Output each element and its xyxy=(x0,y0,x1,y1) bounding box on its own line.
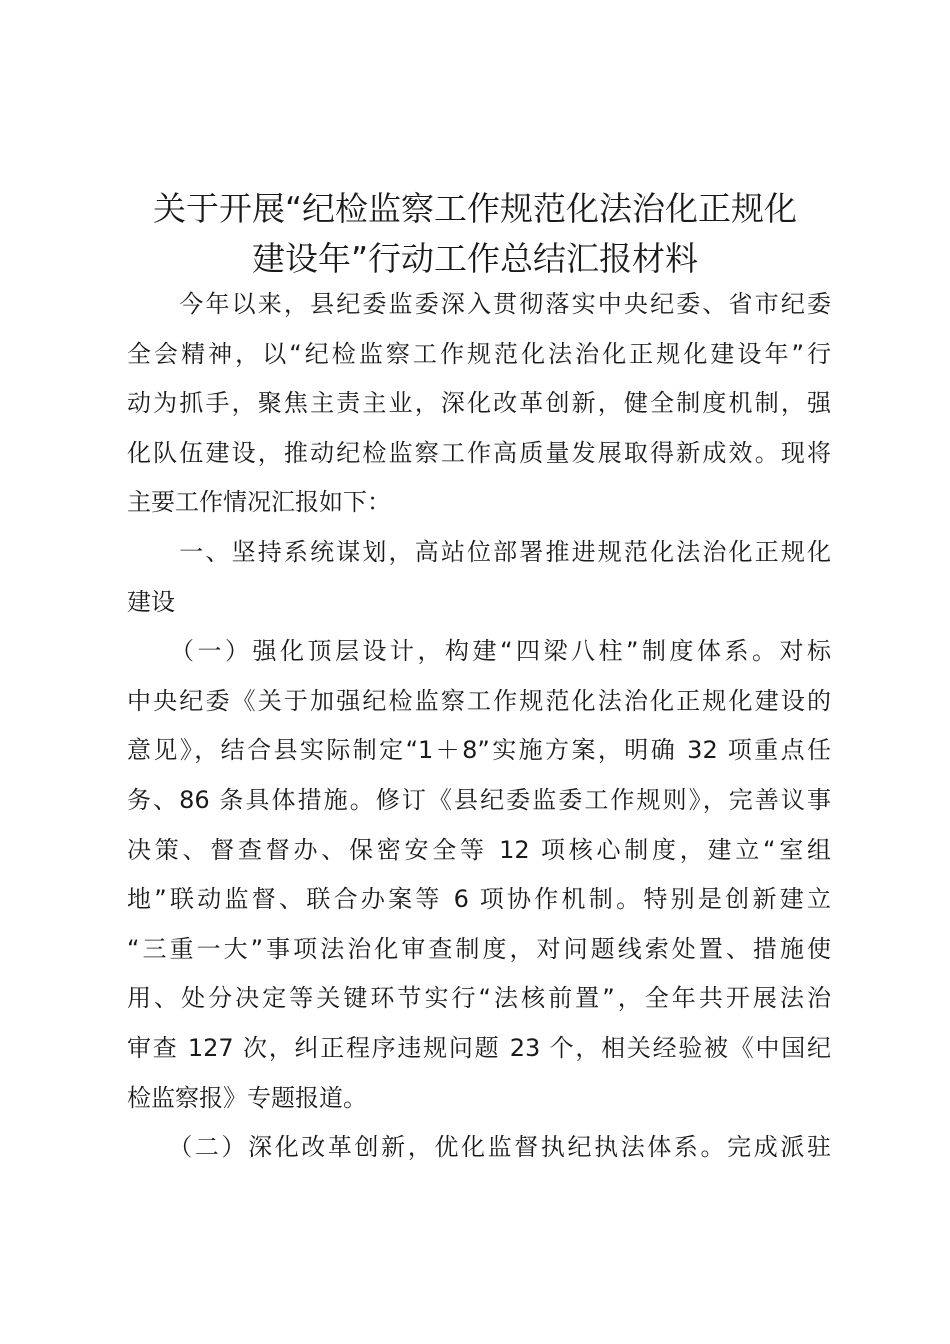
paragraph-line: 务、86 条具体措施。修订《县纪委监委工作规则》，完善议事 xyxy=(127,785,831,814)
paragraph-line: 中央纪委《关于加强纪检监察工作规范化法治化正规化建设的 xyxy=(127,686,831,715)
paragraph-line: 决策、督查督办、保密安全等 12 项核心制度，建立“室组 xyxy=(127,835,831,864)
paragraph-line: （二）深化改革创新，优化监督执纪执法体系。完成派驻 xyxy=(127,1133,831,1162)
document-body xyxy=(127,280,831,1173)
paragraph-line: 意见》，结合县实际制定“1＋8”实施方案，明确 32 项重点任 xyxy=(127,736,831,765)
paragraph-line: 地”联动监督、联合办案等 6 项协作机制。特别是创新建立 xyxy=(127,885,831,914)
subsection-paragraph-2 xyxy=(127,1123,831,1173)
heading-line: 一、坚持系统谋划，高站位部署推进规范化法治化正规化 xyxy=(127,537,831,566)
intro-paragraph xyxy=(127,280,831,528)
heading-line: 建设 xyxy=(127,587,175,616)
paragraph-line: 今年以来，县纪委监委深入贯彻落实中央纪委、省市纪委 xyxy=(127,290,831,318)
paragraph-line: 检监察报》专题报道。 xyxy=(127,1083,367,1112)
paragraph-line: 审查 127 次，纠正程序违规问题 23 个，相关经验被《中国纪 xyxy=(127,1033,831,1062)
paragraph-line: 化队伍建设，推动纪检监察工作高质量发展取得新成效。现将 xyxy=(127,438,831,467)
title-line-2: 建设年”行动工作总结汇报材料 xyxy=(251,239,699,278)
paragraph-line: “三重一大”事项法治化审查制度，对问题线索处置、措施使 xyxy=(127,934,831,963)
paragraph-line: 动为抓手，聚焦主责主业，深化改革创新，健全制度机制，强 xyxy=(127,389,831,418)
paragraph-line: （一）强化顶层设计，构建“四梁八柱”制度体系。对标 xyxy=(127,637,831,666)
document-title xyxy=(110,184,840,284)
paragraph-line: 全会精神，以“纪检监察工作规范化法治化正规化建设年”行 xyxy=(127,339,831,368)
paragraph-line: 用、处分决定等关键环节实行“法核前置”，全年共开展法治 xyxy=(127,984,831,1013)
title-line-1: 关于开展“纪检监察工作规范化法治化正规化 xyxy=(152,189,798,228)
paragraph-line: 主要工作情况汇报如下： xyxy=(127,488,391,517)
section-heading-1 xyxy=(127,528,831,627)
subsection-paragraph-1 xyxy=(127,627,831,1123)
